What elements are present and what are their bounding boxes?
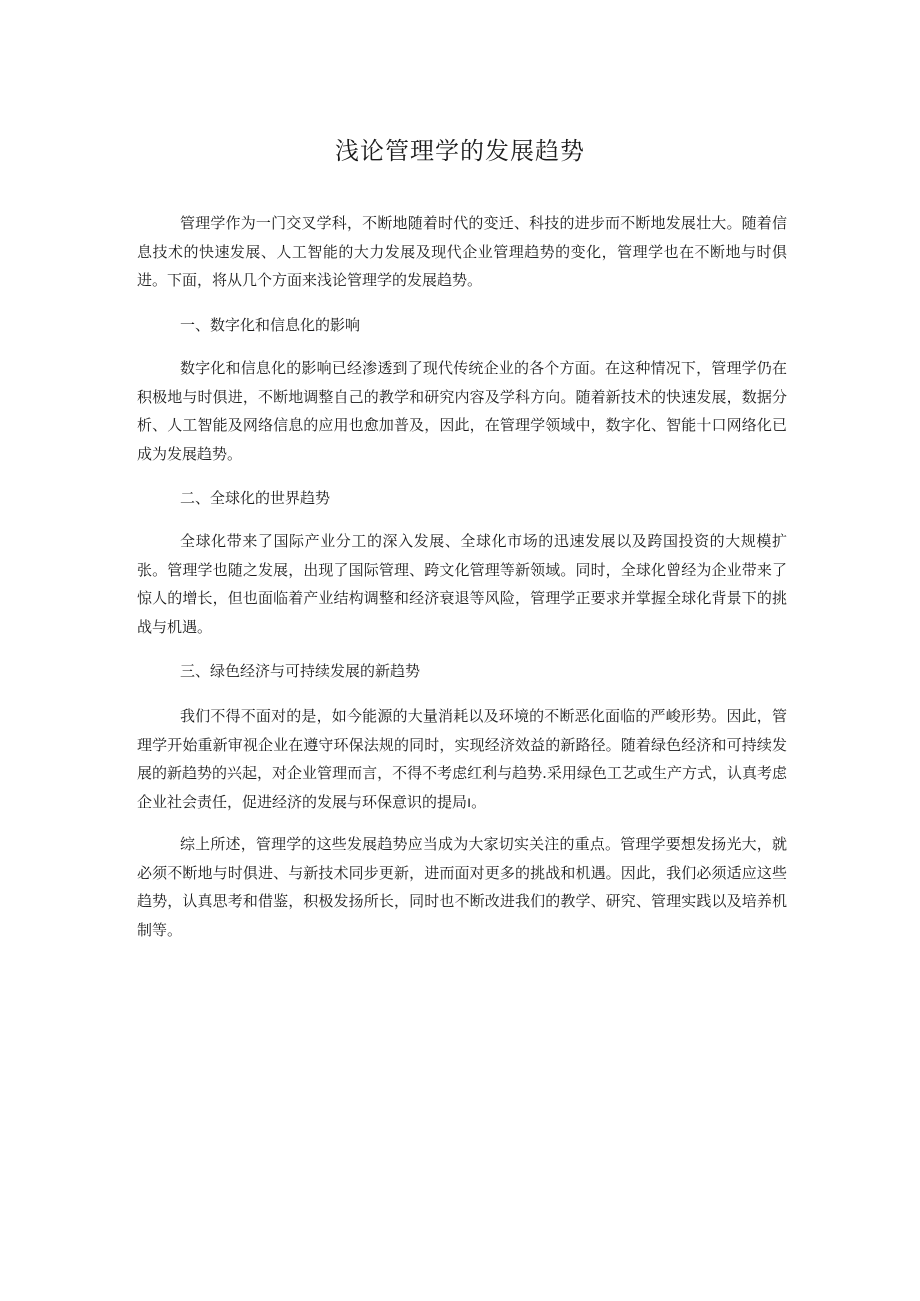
conclusion-paragraph: 综上所述，管理学的这些发展趋势应当成为大家切实关注的重点。管理学要想发扬光大，就必须不断地与时俱进、与新技术同步更新，进而面对更多的挑战和机遇。因此，我们必须适应这些趋势，认真思考和借鉴，积极发扬所长，同时也不断改进我们的教学、研究、管理实践以及培养机制等。 (137, 835, 787, 939)
section-2-body: 全球化带来了国际产业分工的深入发展、全球化市场的迅速发展以及跨国投资的大规模扩张。管理学也随之发展，出现了国际管理、跨文化管理等新领域。同时，全球化曾经为企业带来了惊人的增长，但也面临着产业结构调整和经济衰退等风险，管理学正要求并掌握全球化背景下的挑战与机遇。 (137, 532, 787, 636)
section-1-heading: 一、数字化和信息化的影响 (180, 316, 361, 334)
section-3-heading: 三、绿色经济与可持续发展的新趋势 (180, 662, 421, 680)
section-2-heading: 二、全球化的世界趋势 (180, 489, 331, 507)
intro-paragraph: 管理学作为一门交叉学科，不断地随着时代的变迁、科技的进步而不断地发展壮大。随着信息技术的快速发展、人工智能的大力发展及现代企业管理趋势的变化，管理学也在不断地与时俱进。下面，将从几个方面来浅论管理学的发展趋势。 (137, 214, 787, 289)
section-3-body: 我们不得不面对的是，如今能源的大量消耗以及环境的不断恶化面临的严峻形势。因此，管理学开始重新审视企业在遵守环保法规的同时，实现经济效益的新路径。随着绿色经济和可持续发展的新趋势的兴起，对企业管理而言，不得不考虑红利与趋势.采用绿色工艺或生产方式，认真考虑企业社会责任，促进经济的发展与环保意识的提局ı。 (137, 707, 787, 811)
section-1-body: 数字化和信息化的影响已经渗透到了现代传统企业的各个方面。在这种情况下，管理学仍在积极地与时俱进，不断地调整自己的教学和研究内容及学科方向。随着新技术的快速发展，数据分析、人工智能及网络信息的应用也愈加普及，因此，在管理学领域中，数字化、智能十口网络化已成为发展趋势。 (137, 359, 787, 463)
document-title: 浅论管理学的发展趋势 (335, 137, 585, 165)
